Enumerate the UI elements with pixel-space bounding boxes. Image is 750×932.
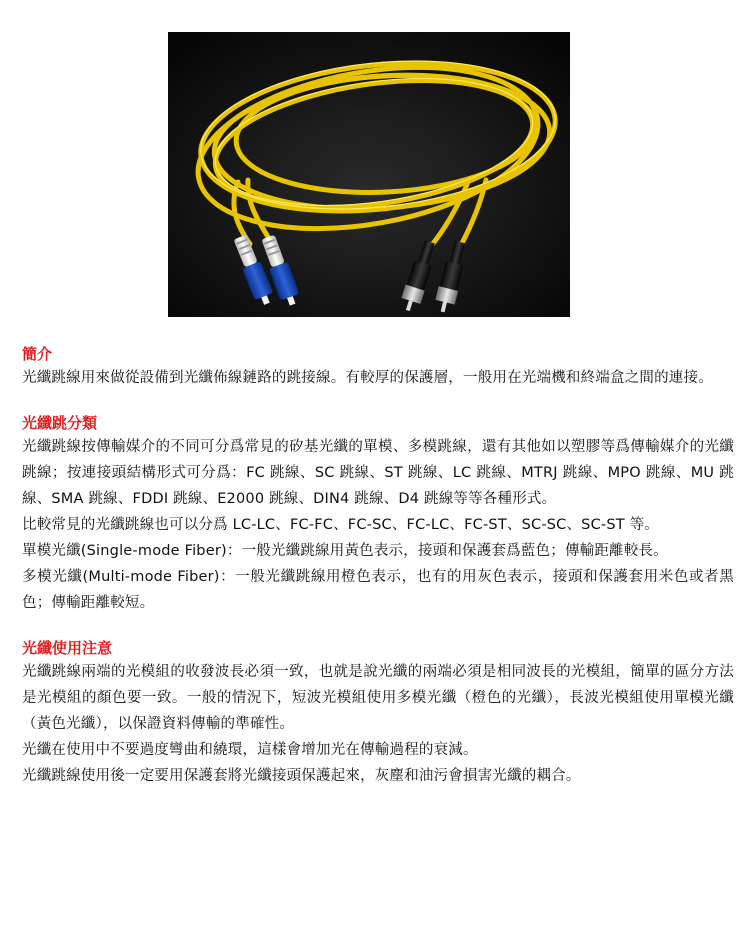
section-usage-notes [22,638,734,789]
description-content [22,344,734,811]
paragraph: 單模光纖(Single-mode Fiber)：一般光纖跳線用黃色表示，接頭和保護套爲藍色；傳輸距離較長。 [22,543,668,559]
paragraph: 比較常見的光纖跳線也可以分爲 LC-LC、FC-FC、FC-SC、FC-LC、FC-ST、SC-SC、SC-ST 等。 [22,517,660,533]
section-heading-classification: 光纖跳分類 [22,414,98,432]
section-classification [22,413,734,616]
paragraph: 多模光纖(Multi-mode Fiber)：一般光纖跳線用橙色表示，也有的用灰色表示，接頭和保護套用米色或者黑色；傳輸距離較短。 [22,569,734,611]
section-heading-usage-notes: 光纖使用注意 [22,639,113,657]
paragraph: 光纖在使用中不要過度彎曲和繞環，這樣會增加光在傳輸過程的衰減。 [22,742,478,758]
section-intro [22,344,734,391]
fiber-cable-illustration [168,32,570,317]
paragraph: 光纖跳線使用後一定要用保護套將光纖接頭保護起來，灰塵和油污會損害光纖的耦合。 [22,768,581,784]
paragraph: 光纖跳線按傳輸媒介的不同可分爲常見的矽基光纖的單模、多模跳線，還有其他如以塑膠等爲傳輸媒介的光纖跳線；按連接頭結構形式可分爲：FC 跳線、SC 跳線、ST 跳線、LC 跳線、MTRJ 跳線、MPO 跳線、MU 跳線、SMA 跳線、FDDI 跳線、E2000 跳線、DIN4 跳線、D4 跳線等等各種形式。 [22,439,734,507]
paragraph: 光纖跳線兩端的光模組的收發波長必須一致，也就是說光纖的兩端必須是相同波長的光模組，簡單的區分方法是光模組的顏色要一致。一般的情況下，短波光模組使用多模光纖（橙色的光纖），長波光模組使用單模光纖（黃色光纖），以保證資料傳輸的準確性。 [22,664,734,732]
section-heading-intro: 簡介 [22,345,53,363]
paragraph: 光纖跳線用來做從設備到光纖佈線鏈路的跳接線。有較厚的保護層，一般用在光端機和終端盒之間的連接。 [22,370,713,386]
fiber-patch-cable-photo [168,32,570,317]
